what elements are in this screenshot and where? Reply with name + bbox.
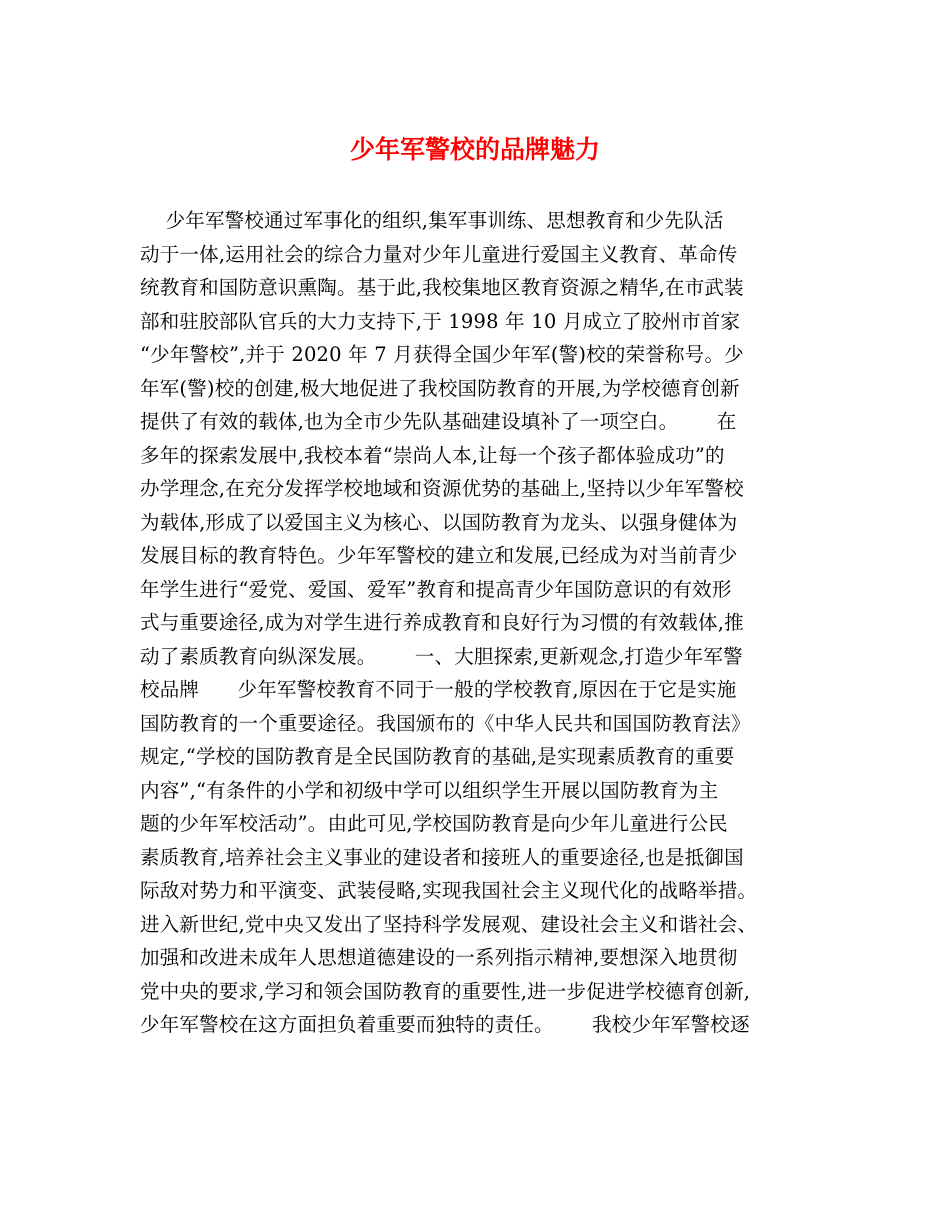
body-line: 为载体,形成了以爱国主义为核心、以国防教育为龙头、以强身健体为 bbox=[140, 510, 738, 534]
body-line: 进入新世纪,党中央又发出了坚持科学发展观、建设社会主义和谐社会、 bbox=[140, 912, 758, 936]
body-line: 党中央的要求,学习和领会国防教育的重要性,进一步促进学校德育创新, bbox=[140, 979, 751, 1003]
body-line: 国防教育的一个重要途径。我国颁布的《中华人民共和国国防教育法》 bbox=[140, 711, 751, 735]
document-title: 少年军警校的品牌魅力 bbox=[349, 135, 600, 164]
body-line: 加强和改进未成年人思想道德建设的一系列指示精神,要想深入地贯彻 bbox=[140, 946, 738, 969]
body-line: 提供了有效的载体,也为全市少先队基础建设填补了一项空白。 在 bbox=[140, 410, 737, 433]
body-line: 年军(警)校的创建,极大地促进了我校国防教育的开展,为学校德育创新 bbox=[140, 376, 740, 400]
body-line: 校品牌 少年军警校教育不同于一般的学校教育,原因在于它是实施 bbox=[140, 678, 737, 701]
body-line: 内容”,“有条件的小学和初级中学可以组织学生开展以国防教育为主 bbox=[140, 778, 719, 802]
body-line: 发展目标的教育特色。少年军警校的建立和发展,已经成为对当前青少 bbox=[140, 544, 738, 567]
body-line: 年学生进行“爱党、爱国、爱军”教育和提高青少年国防意识的有效形 bbox=[140, 577, 732, 601]
body-line: 多年的探索发展中,我校本着“崇尚人本,让每一个孩子都体验成功”的 bbox=[140, 443, 725, 467]
body-line: 素质教育,培养社会主义事业的建设者和接班人的重要途径,也是抵御国 bbox=[140, 845, 744, 869]
body-line: 动了素质教育向纵深发展。 一、大胆探索,更新观念,打造少年军警 bbox=[140, 644, 743, 668]
body-line: 规定,“学校的国防教育是全民国防教育的基础,是实现素质教育的重要 bbox=[140, 745, 735, 768]
body-line: “少年警校”,并于 2020 年 7 月获得全国少年军(警)校的荣誉称号。少 bbox=[140, 343, 744, 366]
body-line: 办学理念,在充分发挥学校地域和资源优势的基础上,坚持以少年军警校 bbox=[140, 477, 744, 500]
body-line: 动于一体,运用社会的综合力量对少年儿童进行爱国主义教育、革命传 bbox=[140, 242, 738, 266]
body-line: 少年军警校通过军事化的组织,集军事训练、思想教育和少先队活 bbox=[140, 209, 724, 232]
body-line: 统教育和国防意识熏陶。基于此,我校集地区教育资源之精华,在市武装 bbox=[140, 276, 744, 299]
body-line: 际敌对势力和平演变、武装侵略,实现我国社会主义现代化的战略举措。 bbox=[140, 879, 758, 902]
document-body bbox=[140, 204, 840, 1042]
body-line: 式与重要途径,成为对学生进行养成教育和良好行为习惯的有效载体,推 bbox=[140, 611, 744, 634]
body-line: 题的少年军校活动”。由此可见,学校国防教育是向少年儿童进行公民 bbox=[140, 812, 728, 835]
body-line: 少年军警校在这方面担负着重要而独特的责任。 我校少年军警校逐 bbox=[140, 1013, 750, 1036]
body-line: 部和驻胶部队官兵的大力支持下,于 1998 年 10 月成立了胶州市首家 bbox=[140, 309, 741, 333]
